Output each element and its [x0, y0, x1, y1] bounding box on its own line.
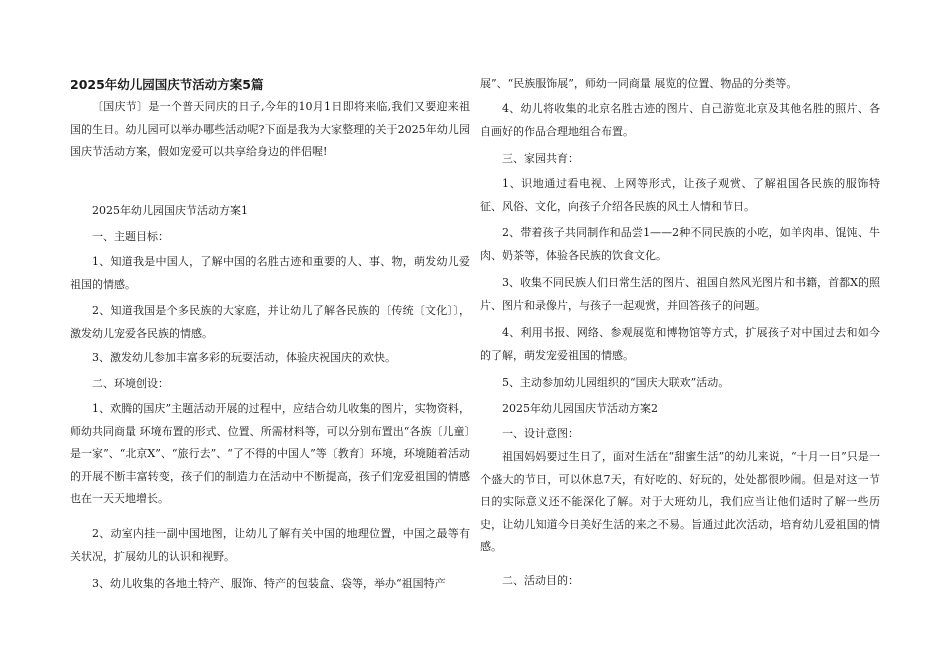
paragraph: 2、知道我国是个多民族的大家庭，并让幼儿了解各民族的〔传统〔文化〕〕，激发幼儿宠爱各民族的情感。: [70, 304, 470, 340]
paragraph: 3、收集不同民族人们日常生活的图片、祖国自然风光图片和书籍，首都X的照片、图片和录像片，与孩子一起观赏，并回答孩子的问题。: [480, 276, 880, 312]
document-title: 2025年幼儿园国庆节活动方案5篇: [70, 77, 264, 92]
paragraph: 4、利用书报、网络、参观展览和博物馆等方式，扩展孩子对中国过去和如今的了解，萌发宠爱祖国的情感。: [480, 326, 880, 362]
paragraph: 2、动室内挂一副中国地图，让幼儿了解有关中国的地理位置，中国之最等有关状况，扩展幼儿的认识和视野。: [70, 527, 470, 563]
paragraph: 1、欢腾的国庆”主题活动开展的过程中，应结合幼儿收集的图片，实物资料，师幼共同商量 环境布置的形式、位置、所需材料等，可以分别布置出“各族〔儿童〕是一家”、“北京X”、“旅行去”、“了不得的中国人”等〔教育〕环境，环境随着活动的开展不断丰富转变，孩子们的制造力在活动中不断提高，孩子们宠爱祖国的情感也在一天天地增长。: [70, 402, 470, 505]
paragraph: 二、活动目的：: [502, 574, 579, 587]
paragraph: 4、幼儿将收集的北京名胜古迹的图片、自己游览北京及其他名胜的照片、各自画好的作品合理地组合布置。: [480, 102, 880, 138]
paragraph: 2、带着孩子共同制作和品尝1——2种不同民族的小吃，如羊肉串、馄饨、牛肉、奶茶等，体验各民族的饮食文化。: [480, 226, 880, 262]
section-heading: 2025年幼儿园国庆节活动方案1: [92, 204, 248, 217]
paragraph: 3、幼儿收集的各地土特产、服饰、特产的包装盒、袋等，举办“祖国特产: [92, 577, 446, 590]
section-heading: 2025年幼儿园国庆节活动方案2: [502, 402, 658, 415]
paragraph: 1、识地通过看电视、上网等形式，让孩子观赏、了解祖国各民族的服饰特征、风俗、文化，向孩子介绍各民族的风土人情和节日。: [480, 177, 880, 213]
paragraph: 展”、“民族服饰展”，师幼一同商量 展览的位置、物品的分类等。: [480, 77, 798, 90]
paragraph: 一、主题目标：: [92, 230, 169, 243]
paragraph: 三、家园共育：: [502, 152, 579, 165]
paragraph: 1、知道我是中国人，了解中国的名胜古迹和重要的人、事、物，萌发幼儿爱祖国的情感。: [70, 255, 470, 291]
intro-paragraph: 〔国庆节〕是一个普天同庆的日子,今年的10月1日即将来临,我们又要迎来祖国的生日。幼儿园可以举办哪些活动呢?下面是我为大家整理的关于2025年幼儿园国庆节活动方案，假如宠爱可以共享给身边的伴侣喔!: [70, 100, 470, 158]
paragraph: 一、设计意图：: [502, 427, 579, 440]
paragraph: 3、激发幼儿参加丰富多彩的玩耍活动，体验庆祝国庆的欢快。: [92, 351, 396, 364]
paragraph: 二、环境创设：: [92, 377, 169, 390]
paragraph: 祖国妈妈要过生日了，面对生活在“甜蜜生活”的幼儿来说，“十月一日”只是一个盛大的节日，可以休息7天，有好吃的、好玩的，处处都很吵闹。但是对这一节日的实际意义还不能深化了解。对于大班幼儿，我们应当让他们适时了解一些历史，让幼儿知道今日美好生活的来之不易。旨通过此次活动，培育幼儿爱祖国的情感。: [480, 450, 880, 553]
paragraph: 5、主动参加幼儿园组织的“国庆大联欢”活动。: [502, 376, 730, 389]
